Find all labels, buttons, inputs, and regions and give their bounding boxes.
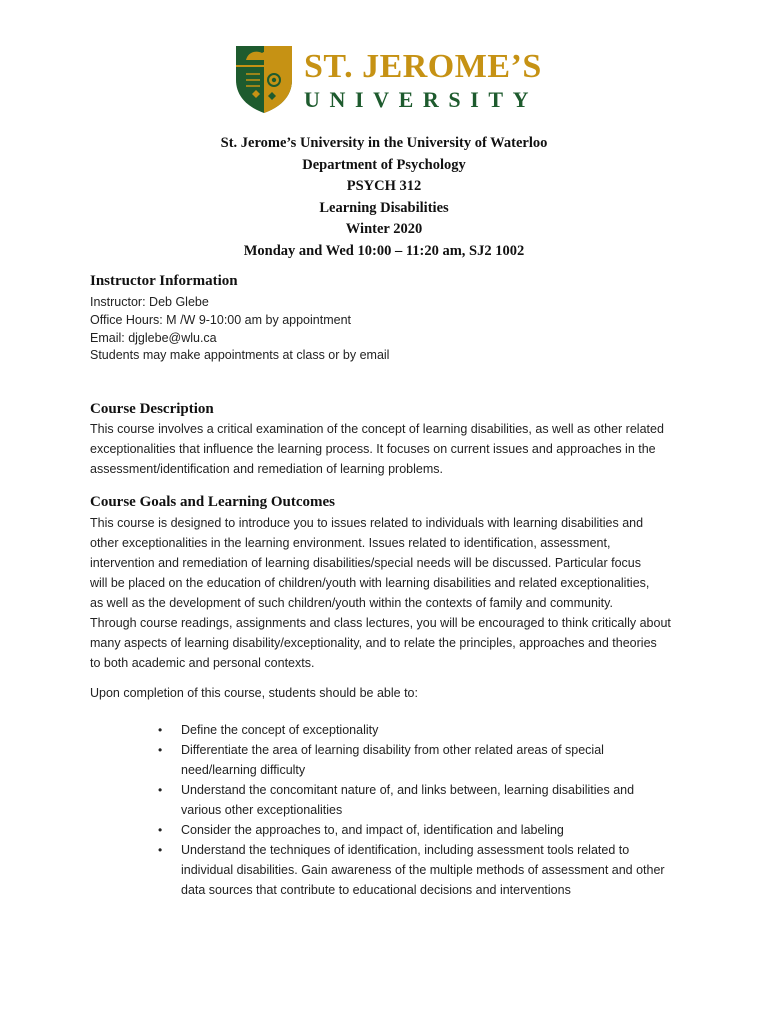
list-item-text: Define the concept of exceptionality [181,723,379,737]
paragraph-line: exceptionalities that influence the learning process. It focuses on current issues and approaches in the [90,442,656,456]
paragraph-line: Through course readings, assignments and class lectures, you will be encouraged to think critically about [90,616,671,630]
paragraph-line: intervention and remediation of learning disabilities/special needs will be discussed. Particular focus [90,556,641,570]
bullet-icon: • [158,783,163,797]
description-paragraph [90,419,690,479]
logo-wordmark [304,48,542,112]
instructor-email: Email: djglebe@wlu.ca [90,331,217,345]
paragraph-line: will be placed on the education of children/youth with learning disabilities and related exceptionalities, [90,576,650,590]
paragraph-line: This course involves a critical examination of the concept of learning disabilities, as well as other related [90,422,664,436]
list-item [158,740,678,780]
list-item-text: various other exceptionalities [181,803,343,817]
logo-name-top: ST. JEROME’S [304,48,542,85]
office-hours: Office Hours: M /W 9-10:00 am by appointment [90,313,351,327]
list-item-text: need/learning difficulty [181,763,306,777]
instructor-heading: Instructor Information [90,273,238,289]
list-item-text: data sources that contribute to educational decisions and interventions [181,883,571,897]
term-line: Winter 2020 [345,221,423,237]
paragraph-line: This course is designed to introduce you to issues related to individuals with learning disabilities and [90,516,644,530]
paragraph-line: to both academic and personal contexts. [90,656,315,670]
list-item [158,840,678,900]
list-item [158,780,678,820]
bullet-icon: • [158,843,163,857]
goals-paragraph [90,513,690,673]
schedule-line: Monday and Wed 10:00 – 11:20 am, SJ2 1002 [243,242,525,259]
paragraph-line: other exceptionalities in the learning environment. Issues related to identification, assessment, [90,536,611,550]
institution-line: St. Jerome’s University in the University of Waterloo [220,135,548,151]
goals-heading: Course Goals and Learning Outcomes [90,494,336,510]
bullet-icon: • [158,823,163,837]
list-item [158,720,678,740]
list-item-text: Understand the concomitant nature of, and links between, learning disabilities and [181,783,635,797]
appointments-note: Students may make appointments at class or by email [90,348,390,362]
outcomes-list [158,720,678,900]
course-header [0,133,768,262]
outcomes-intro: Upon completion of this course, students should be able to: [90,686,418,700]
instructor-name: Instructor: Deb Glebe [90,295,209,309]
list-item [158,820,678,840]
bullet-icon: • [158,743,163,757]
list-item-text: Consider the approaches to, and impact of, identification and labeling [181,823,564,837]
paragraph-line: many aspects of learning disability/exceptionality, and to relate the principles, approaches and theories [90,636,657,650]
paragraph-line: as well as the development of such children/youth within the contexts of family and community. [90,596,613,610]
bullet-icon: • [158,723,163,737]
course-title: Learning Disabilities [319,199,449,216]
paragraph-line: assessment/identification and remediation of learning problems. [90,462,443,476]
list-item-text: Understand the techniques of identification, including assessment tools related to [181,843,630,857]
list-item-text: individual disabilities. Gain awareness of the multiple methods of assessment and other [181,863,665,877]
list-item-text: Differentiate the area of learning disability from other related areas of special [181,743,604,757]
department-line: Department of Psychology [302,156,466,173]
description-heading: Course Description [90,401,214,417]
crest-icon [234,44,294,114]
university-logo [234,44,542,114]
course-code: PSYCH 312 [346,178,422,194]
logo-name-bottom: UNIVERSITY [304,87,539,112]
